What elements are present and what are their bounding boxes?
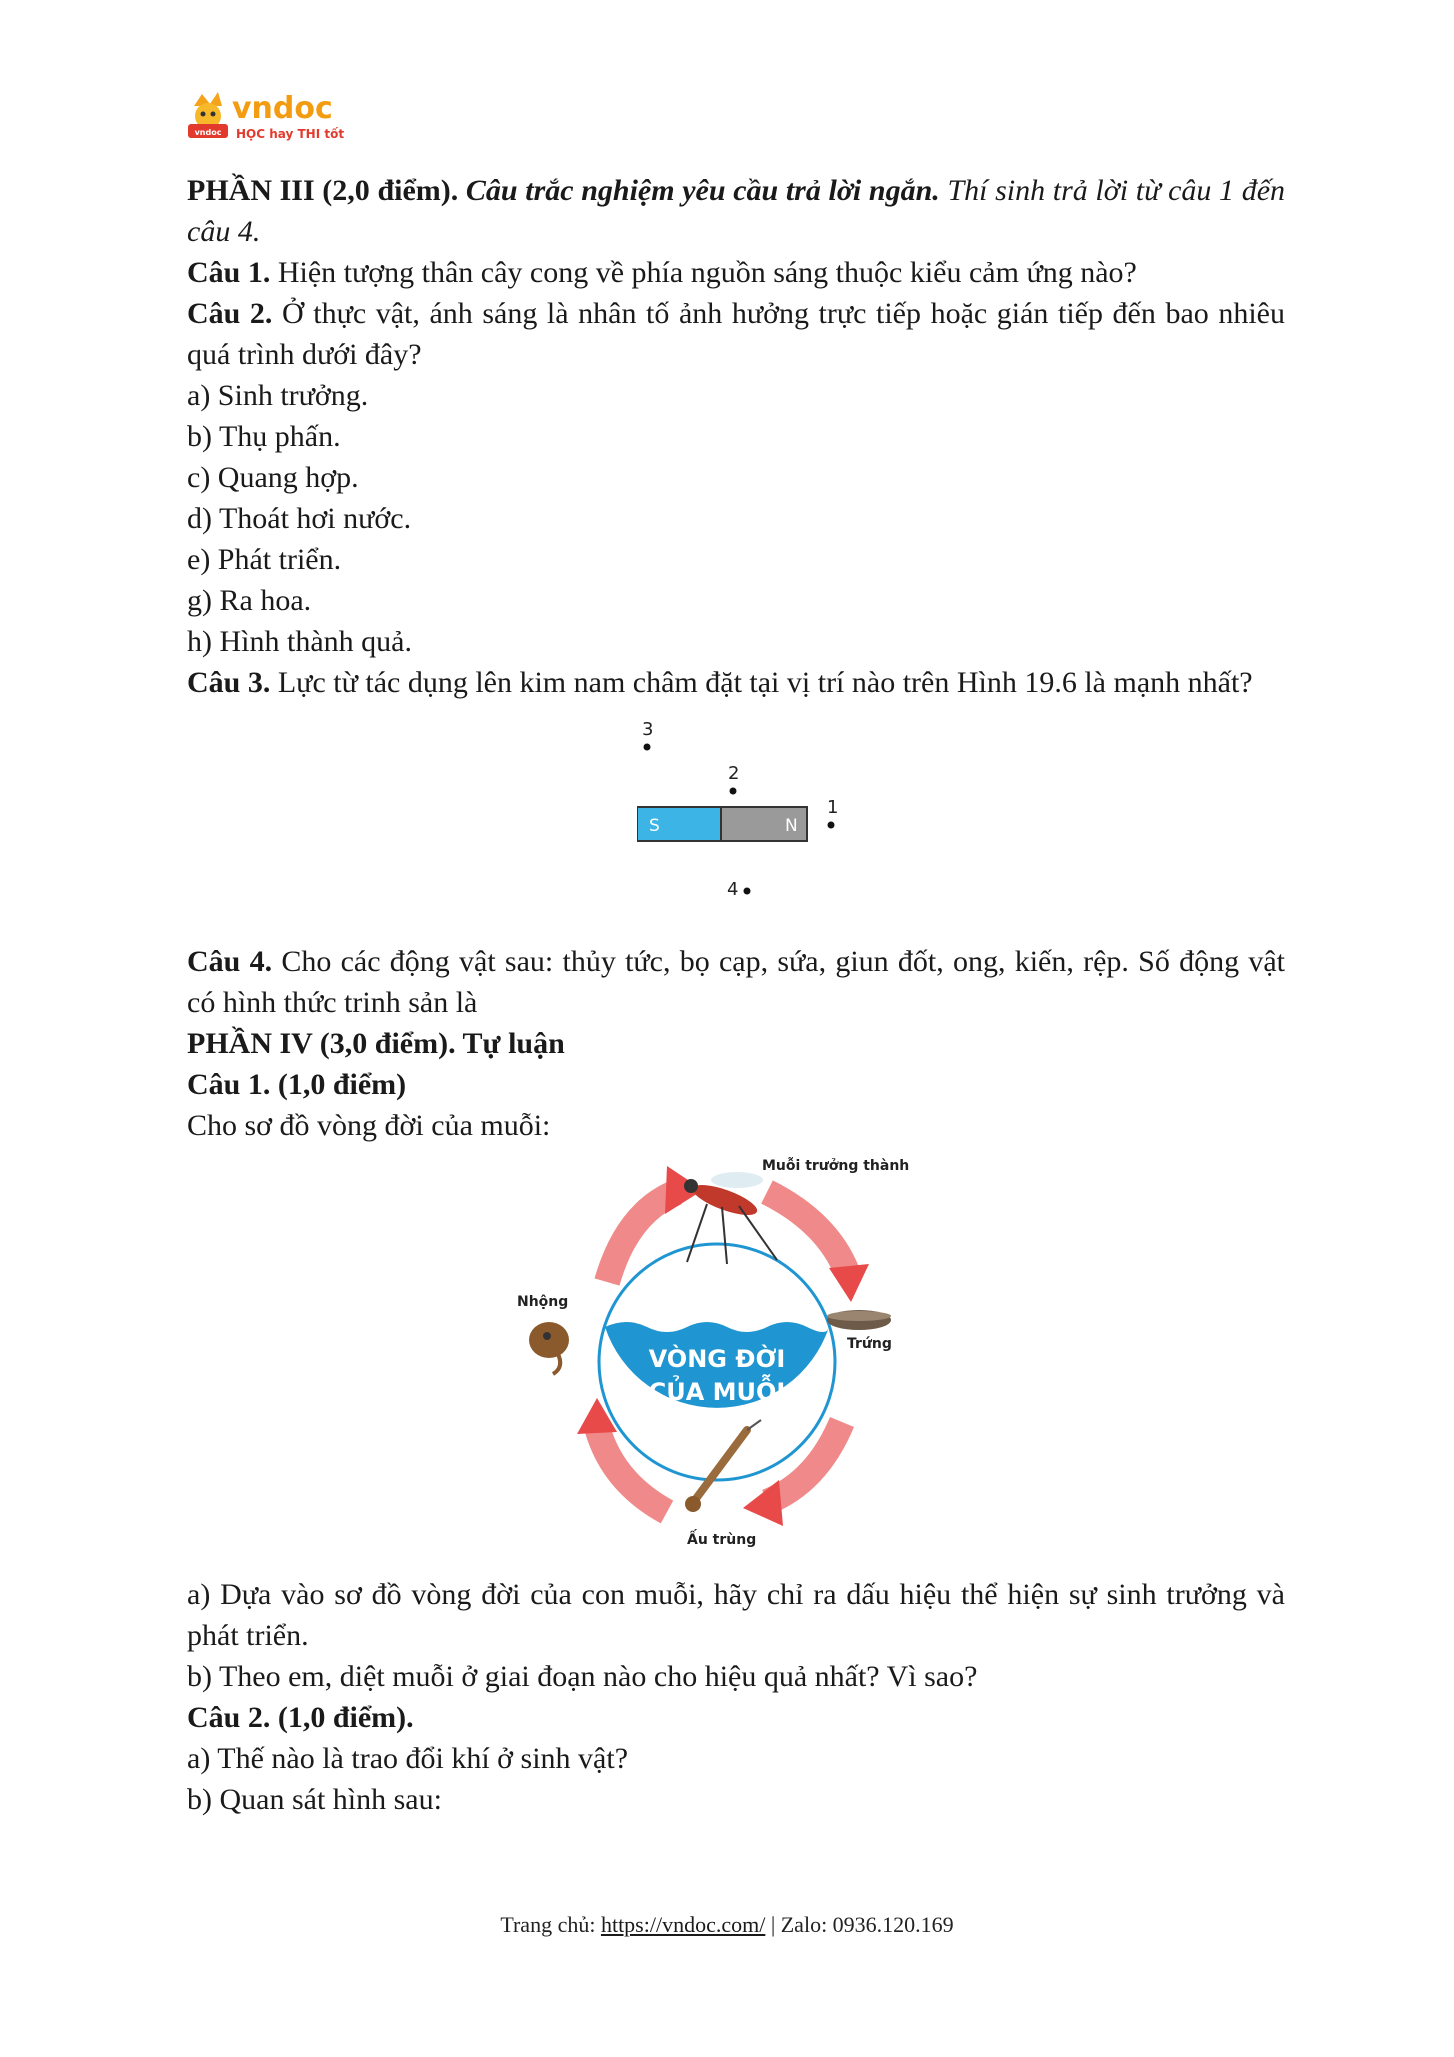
vndoc-logo[interactable] — [186, 88, 366, 148]
q2-option-e: e) Phát triển. — [187, 543, 342, 576]
stage-pupa-label: Nhộng — [517, 1294, 569, 1310]
part3-title-bold-italic: Câu trắc nghiệm yêu cầu trả lời ngắn. — [465, 174, 940, 207]
magnet-point-4-label: 4 — [727, 879, 739, 900]
arrowhead-top-right — [829, 1264, 869, 1302]
magnet-point-3-label: 3 — [642, 719, 654, 740]
footer-homepage-link[interactable]: https://vndoc.com/ — [600, 1912, 766, 1937]
page-footer — [0, 1912, 1454, 1938]
essay-2-part-a: a) Thế nào là trao đổi khí ở sinh vật? — [187, 1742, 629, 1775]
magnet-point-1-label: 1 — [827, 797, 839, 818]
stage-larva-label: Ấu trùng — [687, 1532, 757, 1548]
magnet-point-4 — [744, 888, 751, 895]
question-1-label: Câu 1. — [187, 256, 271, 289]
magnet-point-2 — [730, 788, 737, 795]
q2-option-b: b) Thụ phấn. — [187, 420, 341, 453]
logo-tagline: HỌC hay THI tốt — [236, 127, 345, 141]
footer-suffix: | Zalo: 0936.120.169 — [765, 1912, 954, 1937]
logo-badge-text: vndoc — [194, 128, 222, 137]
part3-title — [187, 170, 1285, 252]
part3-title-italic: Thí sinh trả lời từ câu 1 đến câu 4. — [187, 174, 1286, 248]
mosquito-lifecycle-figure — [187, 1152, 1285, 1562]
question-4-text: Cho các động vật sau: thủy tức, bọ cạp, sứa, giun đốt, ong, kiến, rệp. Số động vật có hình thức trinh sản là — [187, 945, 1285, 1019]
question-4 — [187, 941, 1285, 1023]
question-3-text: Lực từ tác dụng lên kim nam châm đặt tại vị trí nào trên Hình 19.6 là mạnh nhất? — [277, 666, 1253, 699]
essay-1-heading: Câu 1. (1,0 điểm) — [187, 1068, 407, 1101]
center-text-line2: CỦA MUỖI — [648, 1378, 786, 1406]
magnet-s-label: S — [649, 816, 660, 836]
magnet-figure — [187, 713, 1285, 937]
question-3-label: Câu 3. — [187, 666, 271, 699]
essay-1-intro: Cho sơ đồ vòng đời của muỗi: — [187, 1109, 551, 1142]
egg-raft-icon — [827, 1310, 891, 1330]
q2-option-a: a) Sinh trưởng. — [187, 379, 369, 412]
center-text-line1: VÒNG ĐỜI — [648, 1345, 786, 1373]
magnet-point-3 — [644, 744, 651, 751]
document-body — [187, 170, 1285, 1820]
essay-2-heading: Câu 2. (1,0 điểm). — [187, 1701, 414, 1734]
stage-egg-label: Trứng — [847, 1336, 892, 1352]
essay-1-part-b: b) Theo em, diệt muỗi ở giai đoạn nào cho hiệu quả nhất? Vì sao? — [187, 1660, 978, 1693]
magnet-n-label: N — [785, 816, 798, 836]
essay-1-part-a: a) Dựa vào sơ đồ vòng đời của con muỗi, hãy chỉ ra dấu hiệu thể hiện sự sinh trưởng và phát triển. — [187, 1578, 1285, 1652]
question-3 — [187, 662, 1285, 703]
pupa-icon — [529, 1322, 569, 1374]
q2-option-c: c) Quang hợp. — [187, 461, 359, 494]
question-1-text: Hiện tượng thân cây cong về phía nguồn sáng thuộc kiểu cảm ứng nào? — [277, 256, 1137, 289]
part4-title: PHẦN IV (3,0 điểm). Tự luận — [187, 1027, 565, 1060]
q2-option-g: g) Ra hoa. — [187, 584, 312, 617]
logo-brand-text: vndoc — [232, 91, 333, 126]
arrowhead-bottom-right — [743, 1480, 783, 1526]
question-2-text: Ở thực vật, ánh sáng là nhân tố ảnh hưởng trực tiếp hoặc gián tiếp đến bao nhiêu quá trình dưới đây? — [187, 297, 1285, 371]
question-2-label: Câu 2. — [187, 297, 273, 330]
part3-title-bold: PHẦN III (2,0 điểm). — [187, 174, 459, 207]
magnet-point-2-label: 2 — [728, 763, 740, 784]
question-1 — [187, 252, 1285, 293]
magnet-point-1 — [828, 822, 835, 829]
question-2 — [187, 293, 1285, 375]
stage-adult-label: Muỗi trưởng thành — [762, 1158, 910, 1174]
question-4-label: Câu 4. — [187, 945, 273, 978]
q2-option-h: h) Hình thành quả. — [187, 625, 412, 658]
q2-option-d: d) Thoát hơi nước. — [187, 502, 412, 535]
essay-2-part-b: b) Quan sát hình sau: — [187, 1783, 442, 1816]
footer-prefix: Trang chủ: — [500, 1912, 601, 1937]
